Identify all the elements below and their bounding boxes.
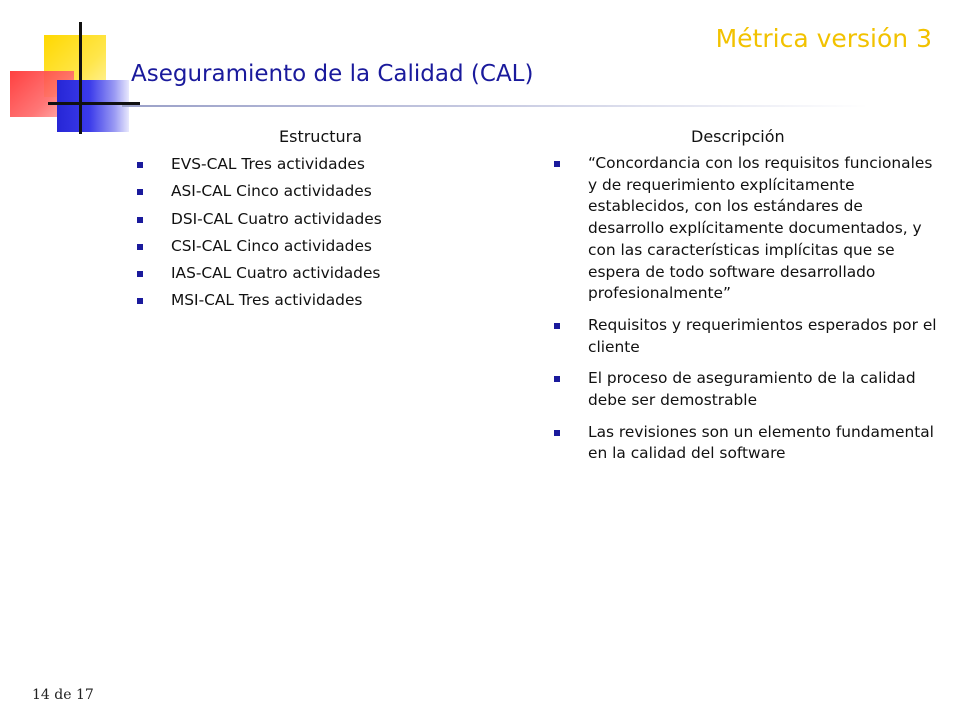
logo-blue-square xyxy=(57,80,129,132)
bullet-icon xyxy=(137,244,143,250)
estructura-list xyxy=(131,154,501,318)
bullet-icon xyxy=(554,161,560,167)
list-item xyxy=(548,422,943,465)
list-item-text: Las revisiones son un elemento fundamental en la calidad del software xyxy=(588,422,934,463)
list-item-text: El proceso de aseguramiento de la calidad debe ser demostrable xyxy=(588,369,916,410)
title-underline xyxy=(122,105,868,107)
bullet-icon xyxy=(137,162,143,168)
estructura-heading: Estructura xyxy=(279,127,363,146)
bullet-icon xyxy=(554,430,560,436)
logo-vertical-line xyxy=(79,22,82,134)
page-number: 14 de 17 xyxy=(32,687,94,703)
list-item xyxy=(548,368,943,411)
list-item-text: “Concordancia con los requisitos funcionales y de requerimiento explícitamente establecidos, con los estándares de desarrollo explícitamente documentados, y con las características implícitas que se espera de todo software desarrollado profesionalmente” xyxy=(588,154,933,303)
descripcion-list xyxy=(548,153,943,475)
list-item-text: DSI-CAL Cuatro actividades xyxy=(171,209,382,228)
list-item xyxy=(548,315,943,358)
list-item-text: IAS-CAL Cuatro actividades xyxy=(171,264,381,283)
list-item xyxy=(131,236,501,257)
bullet-icon xyxy=(137,271,143,277)
list-item xyxy=(131,290,501,311)
list-item-text: CSI-CAL Cinco actividades xyxy=(171,236,372,255)
descripcion-heading: Descripción xyxy=(691,127,785,146)
list-item xyxy=(131,209,501,230)
list-item-text: EVS-CAL Tres actividades xyxy=(171,155,365,173)
bullet-icon xyxy=(554,376,560,382)
bullet-icon xyxy=(137,298,143,304)
list-item xyxy=(131,154,501,175)
bullet-icon xyxy=(137,217,143,223)
list-item xyxy=(131,181,501,202)
list-item-text: Requisitos y requerimientos esperados por el cliente xyxy=(588,315,937,356)
bullet-icon xyxy=(137,189,143,195)
list-item-text: MSI-CAL Tres actividades xyxy=(171,291,363,310)
list-item-text: ASI-CAL Cinco actividades xyxy=(171,182,372,201)
bullet-icon xyxy=(554,323,560,329)
header-methodology-label: Métrica versión 3 xyxy=(715,24,932,53)
slide-title: Aseguramiento de la Calidad (CAL) xyxy=(131,61,534,87)
list-item xyxy=(131,263,501,284)
list-item xyxy=(548,153,943,305)
corner-logo-decoration xyxy=(0,0,140,140)
